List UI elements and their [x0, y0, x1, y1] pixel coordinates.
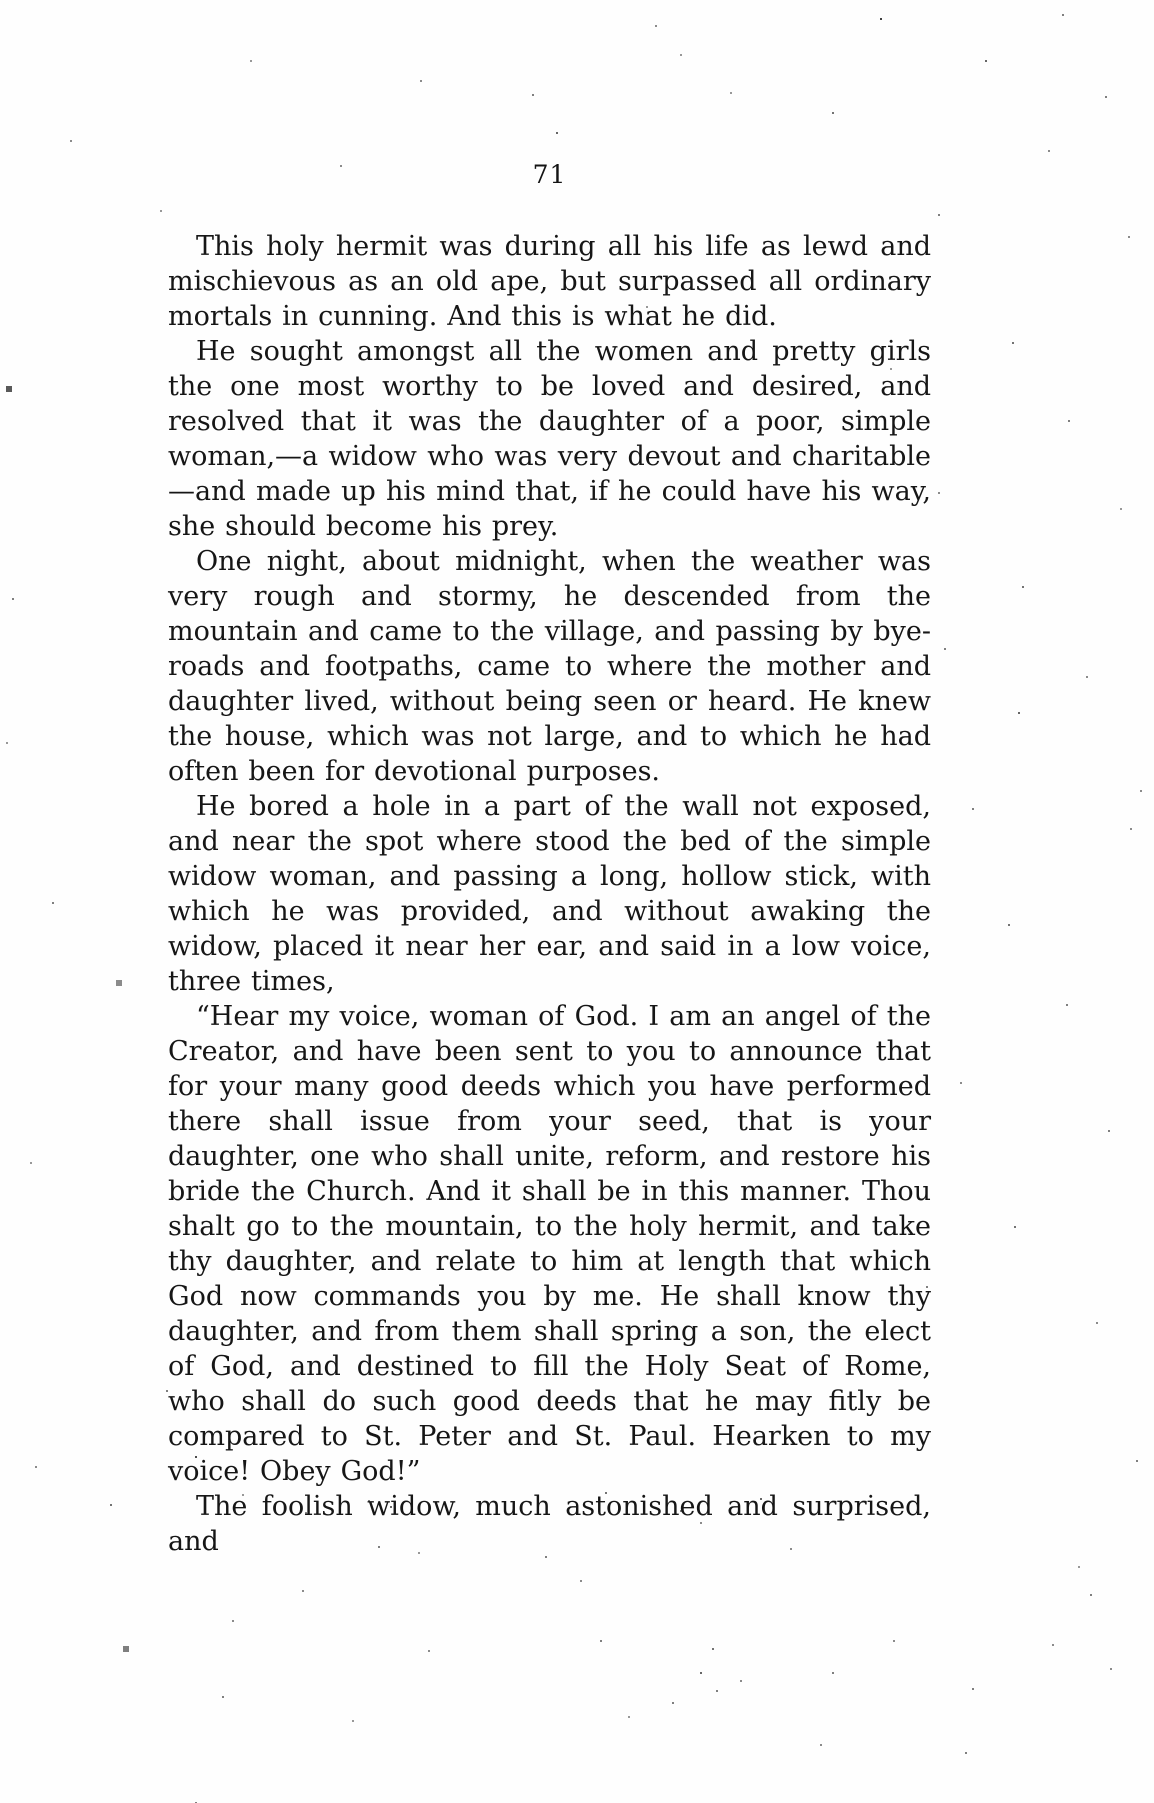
- paragraph: The foolish widow, much astonished and surprised, and: [168, 1491, 931, 1557]
- scan-noise-specks: [0, 0, 2, 2]
- paragraph: One night, about midnight, when the weather was very rough and stormy, he descended from the mountain and came to the village, and passing by bye-roads and footpaths, came to where the mother and daughter lived, without being seen or heard. He knew the house, which was not large, and to which he had often been for devotional purposes.: [168, 546, 931, 787]
- paragraph: “Hear my voice, woman of God. I am an angel of the Creator, and have been sent to you to announce that for your many good deeds which you have performed there shall issue from your seed, that is your daughter, one who shall unite, reform, and restore his bride the Church. And it shall be in this manner. Thou shalt go to the mountain, to the holy hermit, and take thy daughter, and relate to him at length that which God now commands you by me. He shall know thy daughter, and from them shall spring a son, the elect of God, and destined to fill the Holy Seat of Rome, who shall do such good deeds that he may fitly be compared to St. Peter and St. Paul. Hearken to my voice! Obey God!”: [168, 1001, 931, 1487]
- page-number: 71: [532, 160, 567, 189]
- paragraph: This holy hermit was during all his life as lewd and mischievous as an old ape, but surpassed all ordinary mortals in cunning. And this is what he did.: [168, 231, 931, 332]
- paragraph: He bored a hole in a part of the wall not exposed, and near the spot where stood the bed of the simple widow woman, and passing a long, hollow stick, with which he was provided, and without awaking the widow, placed it near her ear, and said in a low voice, three times,: [168, 791, 931, 997]
- paragraph: He sought amongst all the women and pretty girls the one most worthy to be loved and desired, and resolved that it was the daughter of a poor, simple woman,—a widow who was very devout and charitable—and made up his mind that, if he could have his way, she should become his prey.: [168, 336, 931, 542]
- page-text-block: [168, 229, 931, 1559]
